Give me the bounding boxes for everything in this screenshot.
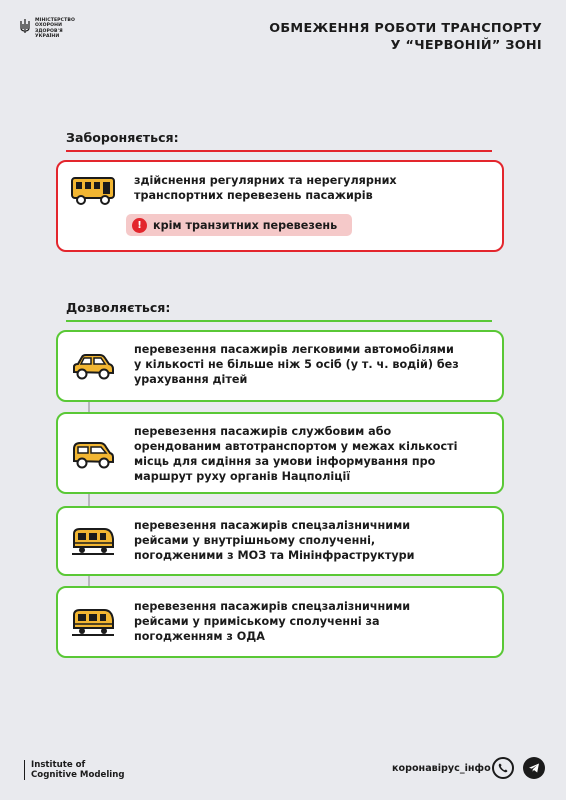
allowed-text-line: місць для сидіння за умови інформування про	[134, 455, 436, 468]
institute-logo	[24, 760, 125, 780]
institute-logo-line: Cognitive Modeling	[31, 770, 125, 780]
viber-icon[interactable]	[492, 757, 514, 779]
allowed-text-line: перевезення пасажирів легковими автомобілями	[134, 343, 454, 356]
exclamation-icon: !	[132, 218, 147, 233]
page-title-line: У “ЧЕРВОНІЙ” ЗОНІ	[390, 38, 542, 53]
card-connector	[88, 494, 90, 506]
exception-badge	[126, 214, 352, 236]
page-title-line: ОБМЕЖЕННЯ РОБОТИ ТРАНСПОРТУ	[269, 21, 542, 36]
bus-icon	[70, 175, 116, 207]
allowed-text-line: перевезення пасажирів службовим або	[134, 425, 392, 438]
forbidden-card	[56, 160, 504, 252]
allowed-text-line: маршрут руху органів Нацполіції	[134, 470, 351, 483]
institute-logo-line: Institute of	[31, 760, 86, 770]
allowed-text	[134, 424, 457, 484]
allowed-text-line: урахування дітей	[134, 373, 248, 386]
card-connector	[88, 402, 90, 412]
allowed-heading: Дозволяється:	[66, 300, 171, 315]
van-icon	[70, 439, 116, 471]
allowed-text-line: у кількості не більше ніж 5 осіб (у т. ч. водій) без	[134, 358, 459, 371]
allowed-card	[56, 412, 504, 494]
train-icon	[70, 606, 116, 638]
ministry-logo	[20, 18, 75, 40]
allowed-text-line: погодженням з ОДА	[134, 630, 265, 643]
allowed-card	[56, 586, 504, 658]
allowed-card	[56, 330, 504, 402]
forbidden-text-line: здійснення регулярних та нерегулярних	[134, 174, 397, 187]
phone-icon	[497, 762, 509, 774]
paper-plane-icon	[528, 762, 540, 774]
site-link[interactable]: коронавірус_інфо	[392, 763, 491, 774]
allowed-text	[134, 518, 415, 563]
allowed-card	[56, 506, 504, 576]
allowed-text-line: рейсами у приміському сполученні за	[134, 615, 380, 628]
ministry-line: УКРАЇНИ	[35, 34, 60, 40]
allowed-text	[134, 599, 410, 644]
trident-icon	[20, 18, 30, 34]
page-title	[269, 20, 542, 54]
allowed-text-line: перевезення пасажирів спецзалізничними	[134, 519, 411, 532]
train-icon	[70, 525, 116, 557]
forbidden-heading: Забороняється:	[66, 130, 179, 145]
exception-text: крім транзитних перевезень	[153, 218, 338, 232]
forbidden-underline	[66, 150, 492, 152]
allowed-text-line: погодженими з МОЗ та Мінінфраструктури	[134, 549, 415, 562]
ministry-line: ОХОРОНИ	[35, 23, 63, 29]
ministry-line: МІНІСТЕРСТВО	[35, 18, 75, 23]
telegram-icon[interactable]	[523, 757, 545, 779]
allowed-text	[134, 342, 459, 387]
ministry-line: ЗДОРОВ'Я	[35, 28, 63, 34]
allowed-text-line: перевезення пасажирів спецзалізничними	[134, 600, 411, 613]
car-icon	[70, 352, 116, 384]
allowed-underline	[66, 320, 492, 322]
forbidden-text	[134, 173, 397, 203]
allowed-text-line: рейсами у внутрішньому сполученні,	[134, 534, 376, 547]
card-connector	[88, 576, 90, 586]
forbidden-text-line: транспортних перевезень пасажирів	[134, 189, 373, 202]
allowed-text-line: орендованим автотранспортом у межах кількості	[134, 440, 458, 453]
